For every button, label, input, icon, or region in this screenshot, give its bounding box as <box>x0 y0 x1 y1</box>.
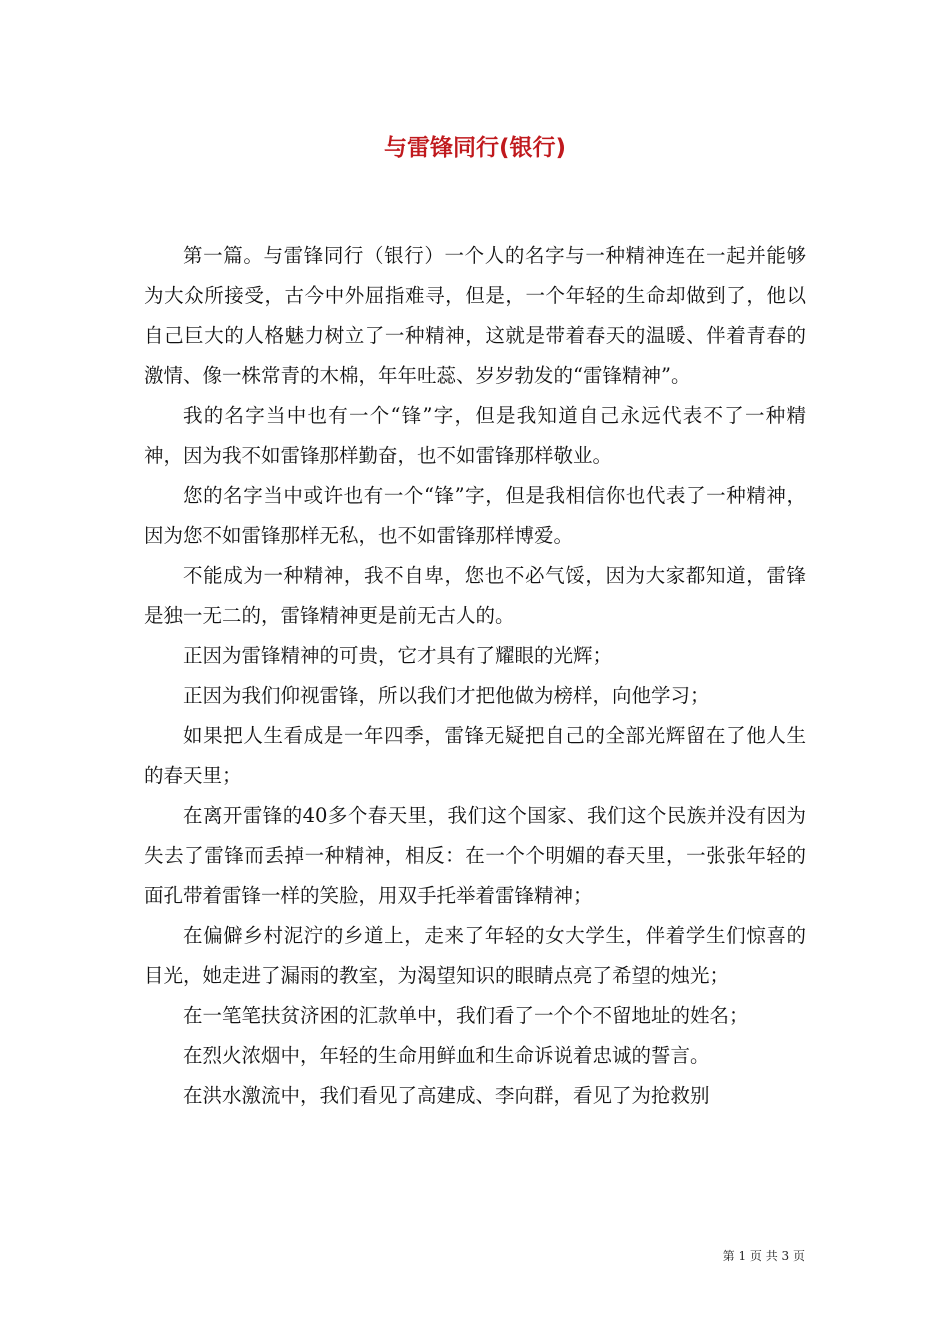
document-body <box>144 236 806 1116</box>
paragraph: 正因为雷锋精神的可贵，它才具有了耀眼的光辉； <box>183 644 613 667</box>
paragraph: 在偏僻乡村泥泞的乡道上，走来了年轻的女大学生，伴着学生们惊喜的目光，她走进了漏雨的教室，为渴望知识的眼睛点亮了希望的烛光； <box>144 924 806 987</box>
paragraph: 在洪水激流中，我们看见了高建成、李向群，看见了为抢救别 <box>183 1084 710 1107</box>
paragraph: 在一笔笔扶贫济困的汇款单中，我们看了一个个不留地址的姓名； <box>183 1004 749 1027</box>
document-title: 与雷锋同行(银行) <box>383 135 567 161</box>
paragraph: 如果把人生看成是一年四季，雷锋无疑把自己的全部光辉留在了他人生的春天里； <box>144 724 806 787</box>
paragraph: 您的名字当中或许也有一个“锋”字，但是我相信你也代表了一种精神，因为您不如雷锋那样无私，也不如雷锋那样博爱。 <box>144 484 806 547</box>
paragraph: 在离开雷锋的40多个春天里，我们这个国家、我们这个民族并没有因为失去了雷锋而丢掉一种精神，相反：在一个个明媚的春天里，一张张年轻的面孔带着雷锋一样的笑脸，用双手托举着雷锋精神； <box>144 804 806 907</box>
paragraph: 我的名字当中也有一个“锋”字，但是我知道自己永远代表不了一种精神，因为我不如雷锋那样勤奋，也不如雷锋那样敬业。 <box>144 404 806 467</box>
paragraph: 正因为我们仰视雷锋，所以我们才把他做为榜样，向他学习； <box>183 684 710 707</box>
paragraph: 第一篇。与雷锋同行（银行）一个人的名字与一种精神连在一起并能够为大众所接受，古今中外屈指难寻，但是，一个年轻的生命却做到了，他以自己巨大的人格魅力树立了一种精神，这就是带着春天的温暖、伴着青春的激情、像一株常青的木棉，年年吐蕊、岁岁勃发的“雷锋精神”。 <box>144 244 806 387</box>
paragraph: 不能成为一种精神，我不自卑，您也不必气馁，因为大家都知道，雷锋是独一无二的，雷锋精神更是前无古人的。 <box>144 564 806 627</box>
paragraph: 在烈火浓烟中，年轻的生命用鲜血和生命诉说着忠诚的誓言。 <box>183 1044 710 1067</box>
page-number-footer: 第 1 页 共 3 页 <box>722 1249 805 1263</box>
